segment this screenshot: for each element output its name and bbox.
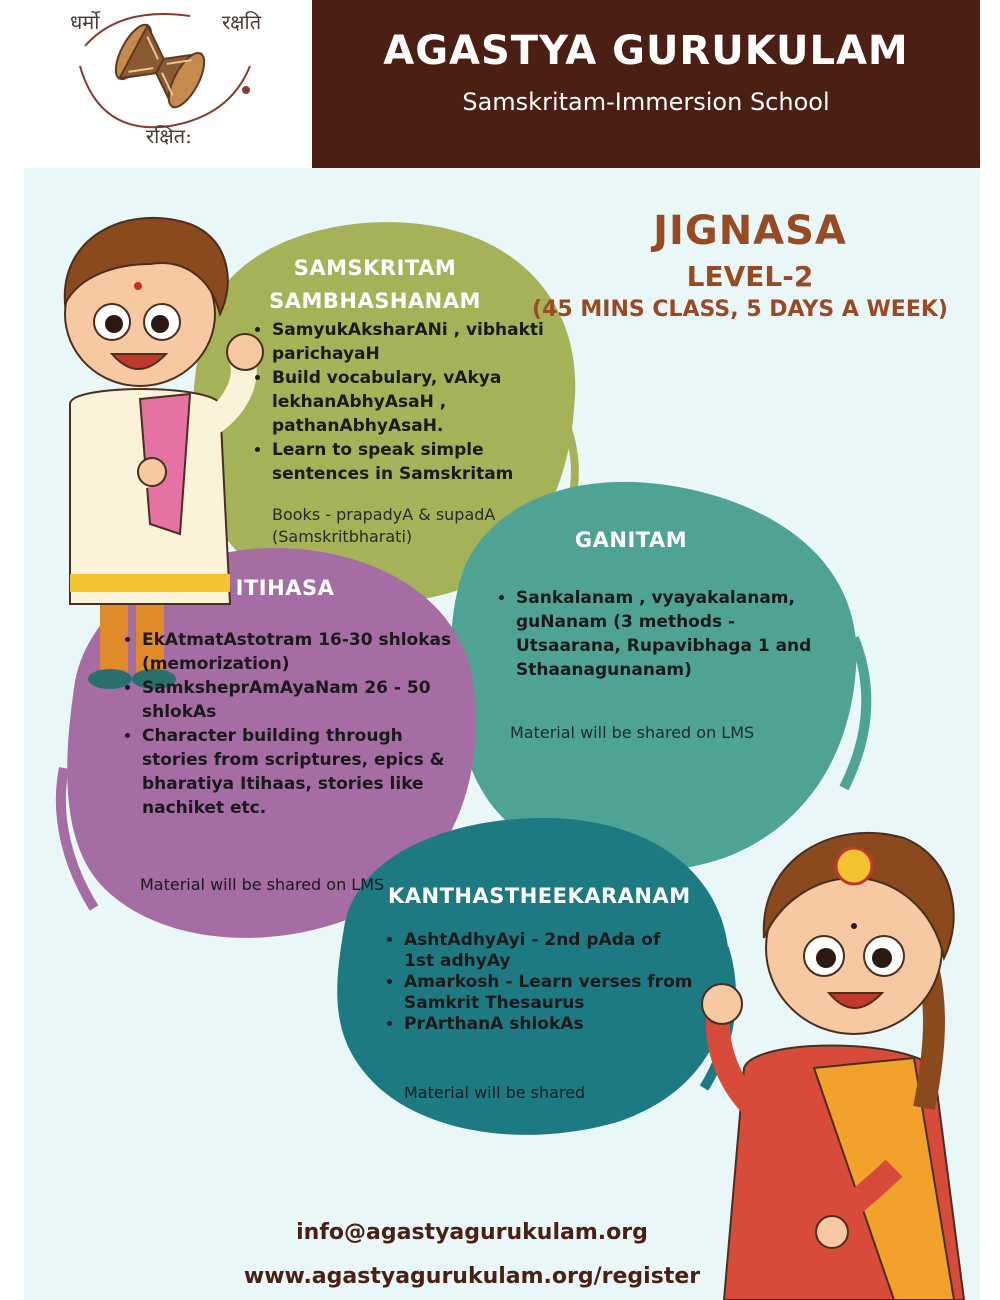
topic-list — [250, 318, 562, 486]
register-link[interactable]: www.agastyagurukulam.org/register — [243, 1264, 701, 1289]
topic-list — [494, 586, 836, 682]
school-name: AGASTYA GURUKULAM — [383, 28, 909, 74]
section-note: Material will be shared on LMS — [140, 875, 385, 894]
section-note: Books - prapadyA & supadA (Samskritbharati) — [272, 505, 496, 546]
schedule-label: (45 MINS CLASS, 5 DAYS A WEEK) — [532, 297, 948, 322]
topic-list — [382, 930, 694, 1035]
section-note: Material will be shared — [404, 1083, 586, 1102]
list-item: • Build vocabulary, vAkya lekhanAbhyAsaH , pathanAbhyAsaH. — [272, 366, 562, 438]
list-item: • SamksheprAmAyaNam 26 - 50 shlokAs — [142, 676, 462, 724]
list-item: • Sankalanam , vyayakalanam, guNanam (3 methods - Utsaarana, Rupavibhaga 1 and Sthaanagunanam) — [516, 586, 836, 682]
list-item: • Character building through stories from scriptures, epics & bharatiya Itihaas, stories like nachiket etc. — [142, 724, 462, 820]
heading-line-1: SAMSKRITAM — [293, 256, 457, 280]
logo-word-rakshati: रक्षति — [222, 10, 262, 34]
topic-list — [120, 628, 462, 820]
list-item: • PrArthanA shlokAs — [404, 1014, 694, 1035]
level-label: LEVEL-2 — [686, 260, 814, 293]
section-heading: ITIHASA — [235, 576, 335, 600]
list-item: • Amarkosh - Learn verses from Samkrit Thesaurus — [404, 972, 694, 1014]
section-heading — [260, 252, 490, 318]
logo-area — [0, 0, 312, 168]
section-heading: GANITAM — [574, 528, 688, 552]
section-heading: KANTHASTHEEKARANAM — [388, 884, 691, 908]
list-item: • EkAtmatAstotram 16-30 shlokas (memorization) — [142, 628, 462, 676]
list-item: • SamyukAksharANi , vibhakti parichayaH — [272, 318, 562, 366]
logo-word-rakshitah: रक्षित: — [146, 124, 192, 148]
list-item: • Learn to speak simple sentences in Samskritam — [272, 438, 562, 486]
section-note: Material will be shared on LMS — [510, 723, 755, 742]
program-name: JIGNASA — [653, 208, 847, 254]
contact-email[interactable]: info@agastyagurukulam.org — [296, 1220, 648, 1245]
header-band — [312, 0, 980, 168]
poster — [24, 168, 980, 1300]
logo-word-dharmo: धर्मो — [70, 10, 100, 34]
school-subtitle: Samskritam-Immersion School — [462, 88, 830, 116]
level-title — [532, 208, 960, 322]
list-item: • AshtAdhyAyi - 2nd pAda of 1st adhyAy — [404, 930, 694, 972]
heading-line-2: SAMBHASHANAM — [269, 289, 481, 313]
